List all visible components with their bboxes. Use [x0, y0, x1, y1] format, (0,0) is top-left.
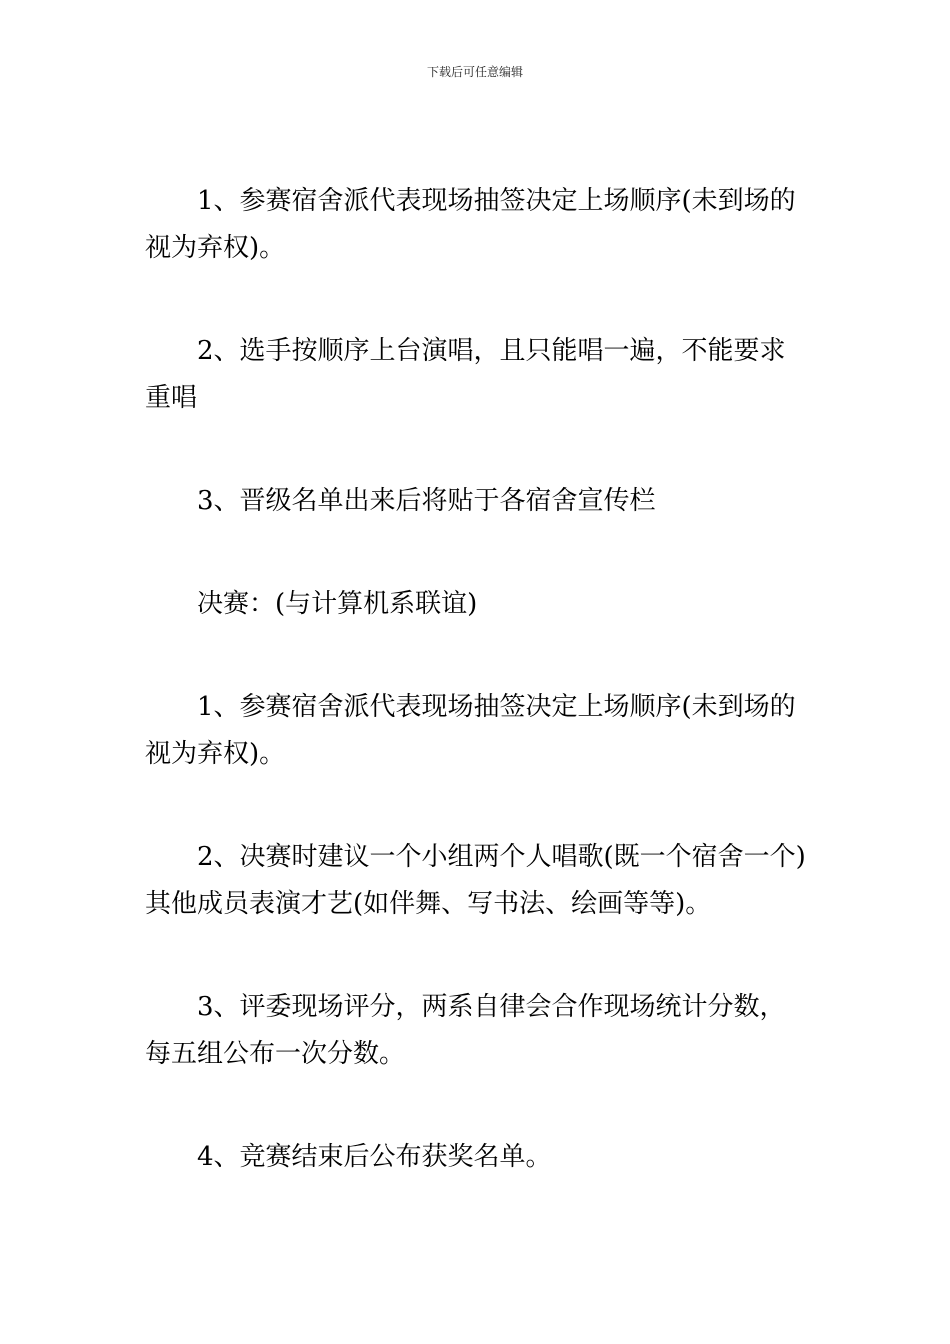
paragraph-final-rule-2: 2、决赛时建议一个小组两个人唱歌(既一个宿舍一个)其他成员表演才艺(如伴舞、写书法、绘画等等)。 — [145, 842, 806, 919]
paragraph-final-rule-3: 3、评委现场评分，两系自律会合作现场统计分数，每五组公布一次分数。 — [145, 992, 786, 1069]
paragraph-prelim-rule-1: 1、参赛宿舍派代表现场抽签决定上场顺序(未到场的视为弃权)。 — [145, 186, 796, 263]
paragraph-final-rule-4: 4、竞赛结束后公布获奖名单。 — [197, 1142, 552, 1172]
paragraph-prelim-rule-2: 2、选手按顺序上台演唱，且只能唱一遍，不能要求重唱 — [145, 336, 786, 413]
page-header-note: 下载后可任意编辑 — [426, 65, 523, 79]
section-heading-final: 决赛：(与计算机系联谊) — [197, 589, 478, 619]
paragraph-final-rule-1: 1、参赛宿舍派代表现场抽签决定上场顺序(未到场的视为弃权)。 — [145, 692, 796, 769]
paragraph-prelim-rule-3: 3、晋级名单出来后将贴于各宿舍宣传栏 — [197, 486, 656, 516]
document-body — [145, 178, 810, 1237]
